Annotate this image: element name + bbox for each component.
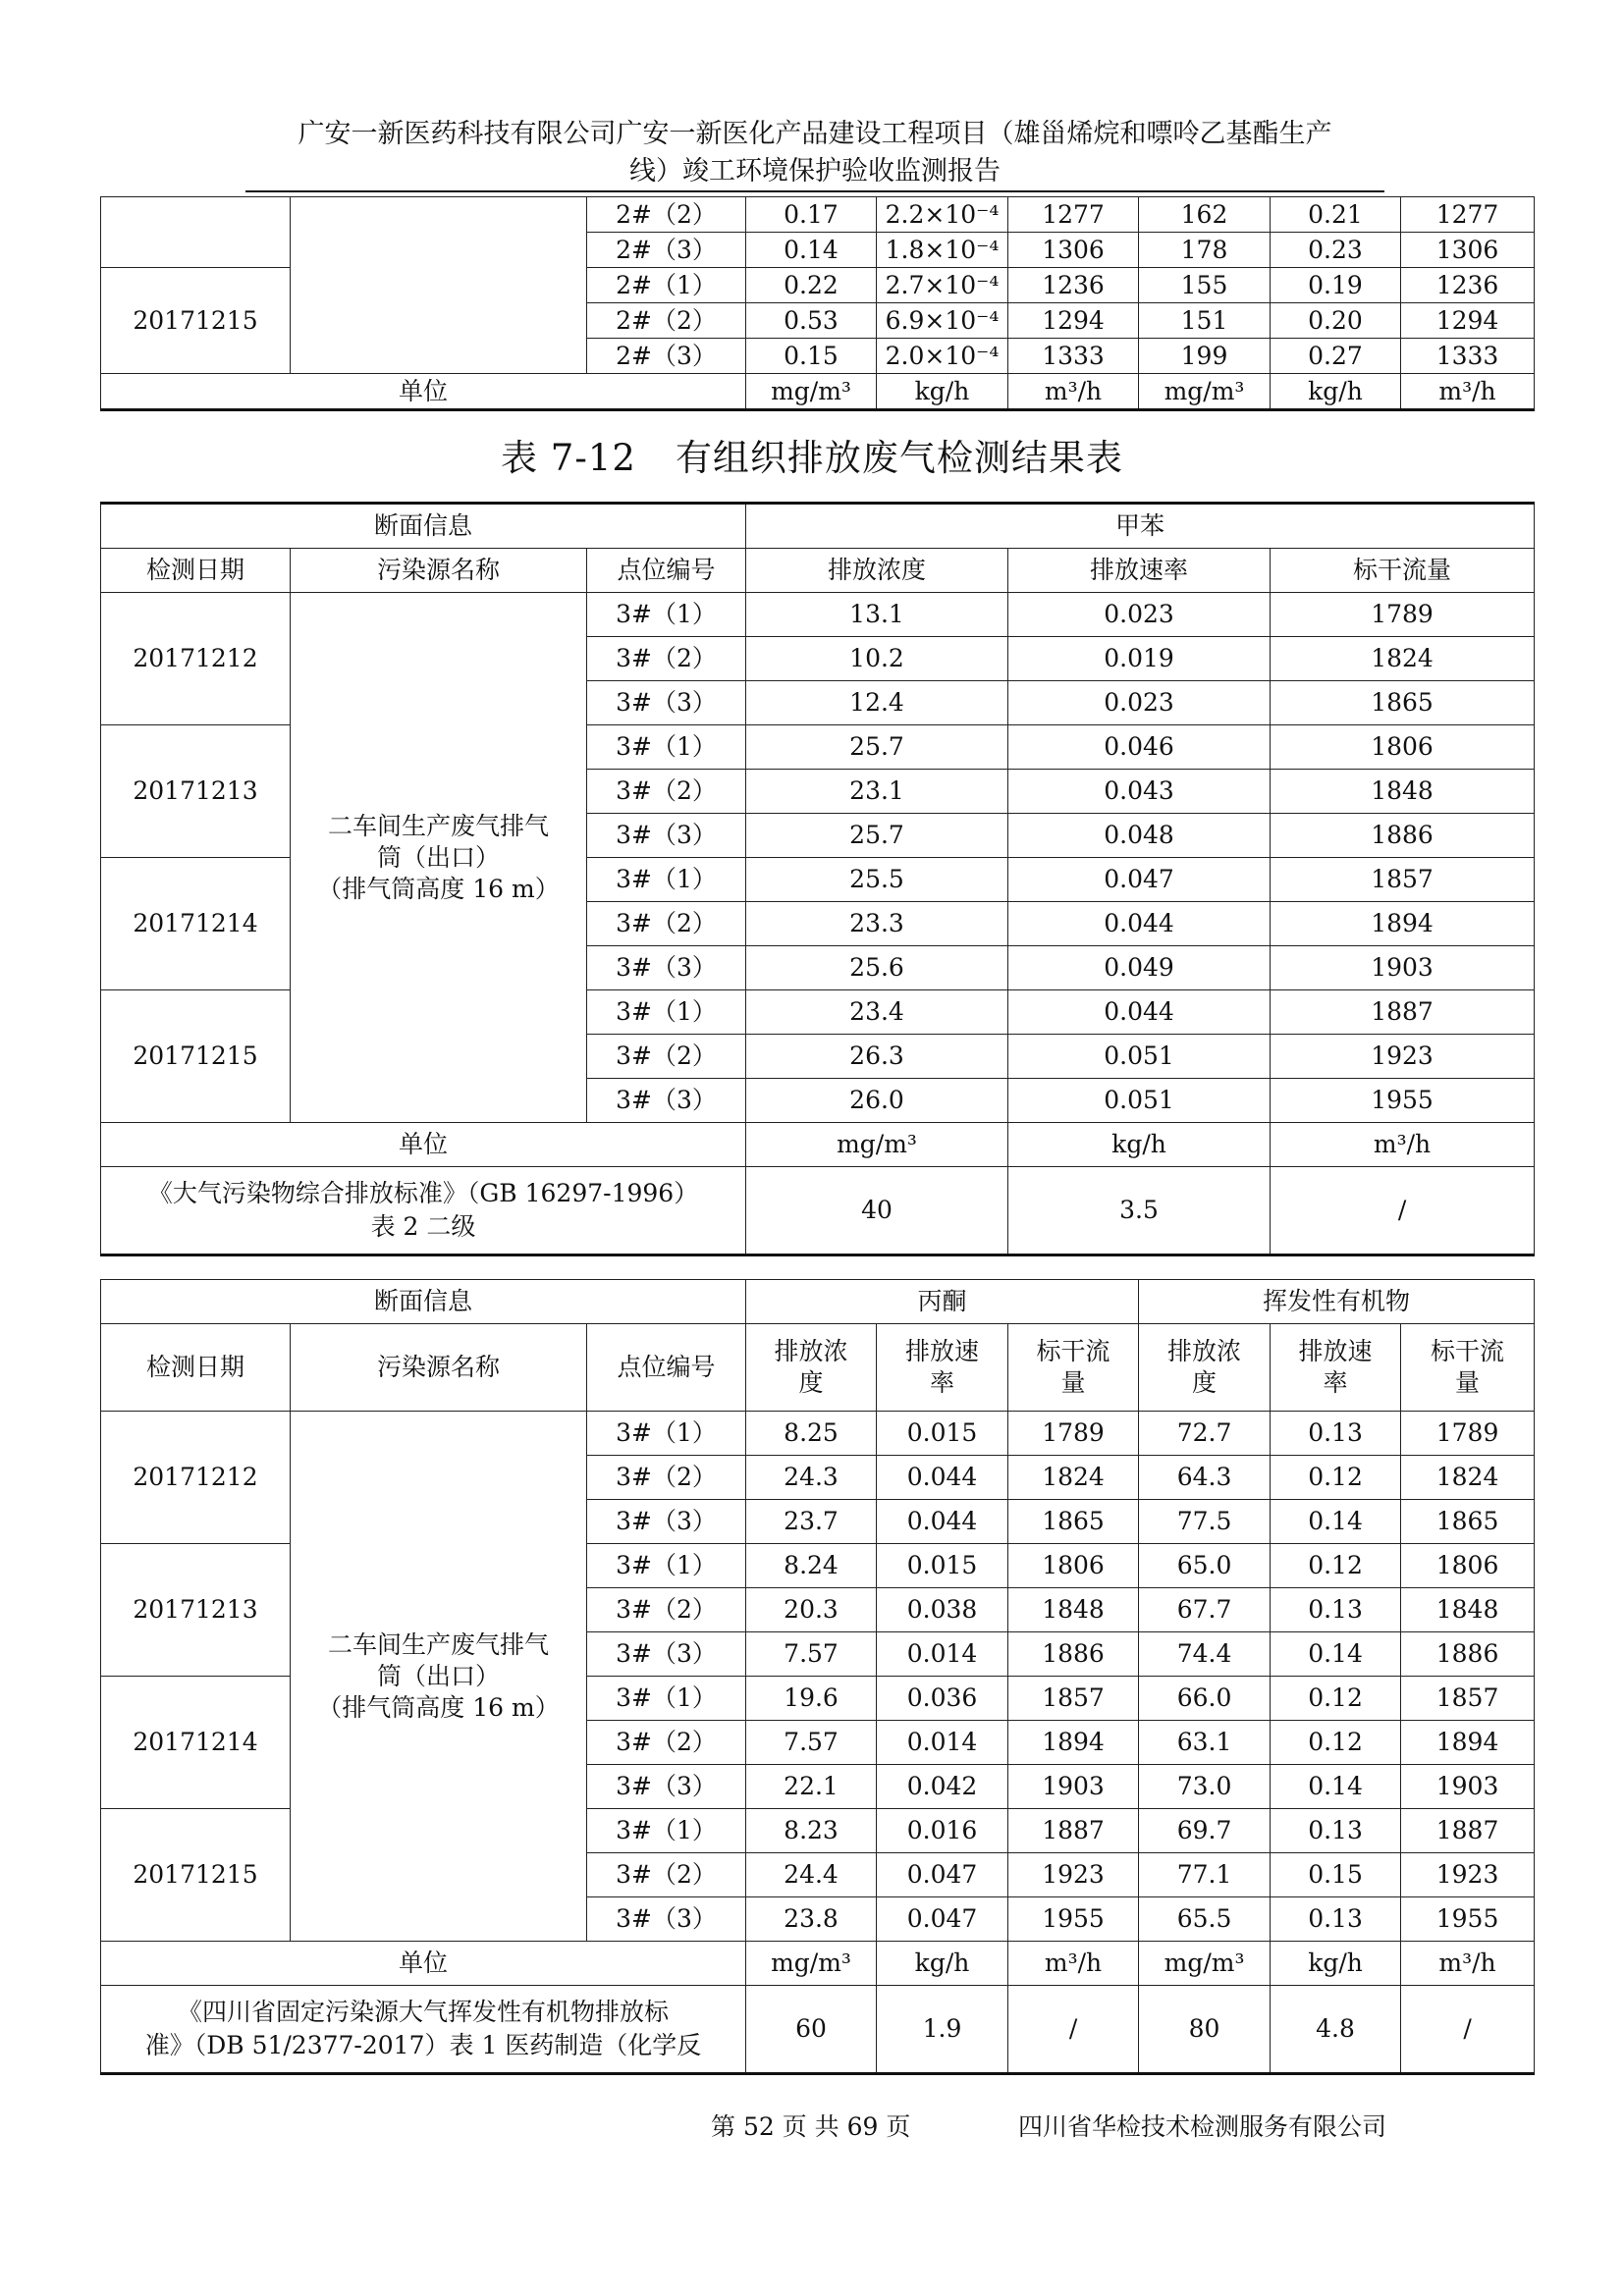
value-cell: 0.049: [1008, 946, 1271, 990]
value-cell: 1789: [1008, 1412, 1139, 1456]
point-cell: 2#（3）: [587, 339, 746, 374]
value-cell: 25.7: [746, 814, 1008, 858]
column-header: 检测日期: [101, 549, 291, 593]
value-cell: 2.7×10⁻⁴: [877, 268, 1008, 303]
value-cell: 0.042: [877, 1765, 1008, 1809]
date-cell: 20171214: [101, 1677, 291, 1809]
value-cell: 1277: [1008, 197, 1139, 233]
pollutant-header: 丙酮: [746, 1280, 1139, 1324]
point-cell: 3#（2）: [587, 1456, 746, 1500]
value-cell: 1923: [1401, 1853, 1535, 1897]
point-cell: 3#（1）: [587, 1544, 746, 1588]
standard-line: 《大气污染物综合排放标准》（GB 16297-1996）: [147, 1179, 699, 1207]
value-cell: 0.12: [1271, 1544, 1401, 1588]
value-cell: 1887: [1401, 1809, 1535, 1853]
unit-cell: kg/h: [1271, 1942, 1401, 1986]
point-cell: 3#（2）: [587, 1721, 746, 1765]
point-cell: 3#（3）: [587, 681, 746, 725]
value-cell: 65.5: [1139, 1897, 1271, 1942]
point-cell: 3#（1）: [587, 593, 746, 637]
value-cell: 1806: [1401, 1544, 1535, 1588]
value-cell: 64.3: [1139, 1456, 1271, 1500]
value-cell: 7.57: [746, 1721, 877, 1765]
value-cell: 74.4: [1139, 1632, 1271, 1677]
point-cell: 3#（1）: [587, 725, 746, 770]
value-cell: 10.2: [746, 637, 1008, 681]
column-header: 检测日期: [101, 1324, 291, 1412]
header-line: 标干流: [1431, 1337, 1505, 1365]
column-header: [1271, 1324, 1401, 1412]
point-cell: 3#（3）: [587, 1765, 746, 1809]
value-cell: 23.4: [746, 990, 1008, 1035]
value-cell: 1277: [1401, 197, 1535, 233]
point-cell: 3#（3）: [587, 1079, 746, 1123]
source-line: （排气筒高度 16 m）: [317, 874, 560, 903]
value-cell: 23.8: [746, 1897, 877, 1942]
standard-limit-cell: /: [1008, 1986, 1139, 2074]
value-cell: 26.0: [746, 1079, 1008, 1123]
value-cell: 8.24: [746, 1544, 877, 1588]
value-cell: 1903: [1271, 946, 1535, 990]
value-cell: 0.044: [877, 1500, 1008, 1544]
value-cell: 72.7: [1139, 1412, 1271, 1456]
value-cell: 0.023: [1008, 681, 1271, 725]
table-title: 有组织排放废气检测结果表: [675, 437, 1123, 479]
unit-cell: m³/h: [1271, 1123, 1535, 1167]
value-cell: 1848: [1401, 1588, 1535, 1632]
value-cell: 0.53: [746, 303, 877, 339]
date-cell: 20171215: [101, 268, 291, 374]
value-cell: 1923: [1008, 1853, 1139, 1897]
value-cell: 0.048: [1008, 814, 1271, 858]
value-cell: 1306: [1401, 233, 1535, 268]
standard-limit-cell: /: [1401, 1986, 1535, 2074]
date-cell: [101, 197, 291, 268]
point-cell: 3#（2）: [587, 1853, 746, 1897]
point-cell: 3#（2）: [587, 770, 746, 814]
value-cell: 1806: [1008, 1544, 1139, 1588]
value-cell: 1865: [1271, 681, 1535, 725]
toluene-results-table: [100, 502, 1535, 1256]
header-line: 排放速: [1298, 1337, 1373, 1365]
standard-limit-cell: 80: [1139, 1986, 1271, 2074]
value-cell: 0.016: [877, 1809, 1008, 1853]
value-cell: 0.15: [1271, 1853, 1401, 1897]
standard-name-cell: [101, 1167, 746, 1255]
unit-label: 单位: [101, 1123, 746, 1167]
value-cell: 0.14: [1271, 1500, 1401, 1544]
value-cell: 23.1: [746, 770, 1008, 814]
source-line: 筒（出口）: [376, 1661, 500, 1690]
value-cell: 63.1: [1139, 1721, 1271, 1765]
value-cell: 0.014: [877, 1632, 1008, 1677]
date-cell: 20171213: [101, 725, 291, 858]
value-cell: 20.3: [746, 1588, 877, 1632]
unit-cell: kg/h: [1008, 1123, 1271, 1167]
point-cell: 3#（3）: [587, 946, 746, 990]
value-cell: 1236: [1008, 268, 1139, 303]
value-cell: 1848: [1271, 770, 1535, 814]
column-header: [1401, 1324, 1535, 1412]
point-cell: 3#（3）: [587, 1897, 746, 1942]
source-line: 筒（出口）: [376, 842, 500, 872]
date-cell: 20171215: [101, 1809, 291, 1942]
unit-cell: mg/m³: [1139, 1942, 1271, 1986]
value-cell: 1824: [1271, 637, 1535, 681]
header-line: 度: [1192, 1368, 1218, 1397]
value-cell: 0.12: [1271, 1721, 1401, 1765]
value-cell: 0.047: [877, 1897, 1008, 1942]
column-header: 点位编号: [587, 549, 746, 593]
column-header: 污染源名称: [291, 549, 587, 593]
value-cell: 25.5: [746, 858, 1008, 902]
value-cell: 1236: [1401, 268, 1535, 303]
unit-cell: m³/h: [1008, 374, 1139, 410]
value-cell: 1306: [1008, 233, 1139, 268]
point-cell: 2#（1）: [587, 268, 746, 303]
value-cell: 1294: [1008, 303, 1139, 339]
value-cell: 0.019: [1008, 637, 1271, 681]
value-cell: 155: [1139, 268, 1271, 303]
source-line: 二车间生产废气排气: [327, 811, 549, 840]
standard-limit-cell: /: [1271, 1167, 1535, 1255]
point-cell: 3#（3）: [587, 814, 746, 858]
standard-line: 准》（DB 51/2377-2017）表 1 医药制造（化学反: [144, 2031, 702, 2059]
point-cell: 3#（1）: [587, 1677, 746, 1721]
value-cell: 0.038: [877, 1588, 1008, 1632]
value-cell: 1955: [1008, 1897, 1139, 1942]
value-cell: 1.8×10⁻⁴: [877, 233, 1008, 268]
value-cell: 1886: [1401, 1632, 1535, 1677]
value-cell: 1955: [1271, 1079, 1535, 1123]
value-cell: 1789: [1271, 593, 1535, 637]
value-cell: 1903: [1008, 1765, 1139, 1809]
value-cell: 0.21: [1271, 197, 1401, 233]
value-cell: 1894: [1271, 902, 1535, 946]
value-cell: 0.047: [1008, 858, 1271, 902]
section-info-header: 断面信息: [101, 504, 746, 549]
point-cell: 2#（3）: [587, 233, 746, 268]
unit-cell: mg/m³: [1139, 374, 1271, 410]
standard-line: 《四川省固定污染源大气挥发性有机物排放标: [178, 1998, 670, 2026]
value-cell: 0.13: [1271, 1809, 1401, 1853]
value-cell: 8.23: [746, 1809, 877, 1853]
unit-row: [101, 1942, 1535, 1986]
value-cell: 13.1: [746, 593, 1008, 637]
source-cell: [291, 197, 587, 374]
value-cell: 1333: [1008, 339, 1139, 374]
point-cell: 3#（1）: [587, 858, 746, 902]
date-cell: 20171214: [101, 858, 291, 990]
date-cell: 20171212: [101, 1412, 291, 1544]
value-cell: 8.25: [746, 1412, 877, 1456]
value-cell: 1886: [1008, 1632, 1139, 1677]
column-header: 点位编号: [587, 1324, 746, 1412]
value-cell: 1333: [1401, 339, 1535, 374]
point-cell: 2#（2）: [587, 197, 746, 233]
header-line: 量: [1060, 1368, 1086, 1397]
page-number: 第 52 页 共 69 页: [711, 2112, 911, 2141]
value-cell: 22.1: [746, 1765, 877, 1809]
column-header: 排放速率: [1008, 549, 1271, 593]
value-cell: 0.015: [877, 1544, 1008, 1588]
value-cell: 0.12: [1271, 1456, 1401, 1500]
header-line: 度: [798, 1368, 824, 1397]
header-line: 排放速: [905, 1337, 980, 1365]
value-cell: 24.4: [746, 1853, 877, 1897]
standard-limit-cell: 40: [746, 1167, 1008, 1255]
unit-cell: kg/h: [877, 374, 1008, 410]
value-cell: 0.046: [1008, 725, 1271, 770]
unit-cell: m³/h: [1008, 1942, 1139, 1986]
value-cell: 0.20: [1271, 303, 1401, 339]
value-cell: 1894: [1401, 1721, 1535, 1765]
table-caption: [0, 428, 1624, 481]
value-cell: 2.2×10⁻⁴: [877, 197, 1008, 233]
unit-cell: mg/m³: [746, 374, 877, 410]
unit-row: [101, 1123, 1535, 1167]
value-cell: 67.7: [1139, 1588, 1271, 1632]
header-line: 率: [1323, 1368, 1348, 1397]
value-cell: 19.6: [746, 1677, 877, 1721]
unit-cell: m³/h: [1401, 374, 1535, 410]
value-cell: 0.13: [1271, 1412, 1401, 1456]
value-cell: 77.5: [1139, 1500, 1271, 1544]
value-cell: 0.036: [877, 1677, 1008, 1721]
point-cell: 3#（1）: [587, 1809, 746, 1853]
unit-cell: mg/m³: [746, 1123, 1008, 1167]
column-header: [1139, 1324, 1271, 1412]
company-name: 四川省华检技术检测服务有限公司: [1018, 2112, 1387, 2141]
value-cell: 0.047: [877, 1853, 1008, 1897]
value-cell: 0.22: [746, 268, 877, 303]
point-cell: 3#（1）: [587, 990, 746, 1035]
value-cell: 0.15: [746, 339, 877, 374]
point-cell: 3#（2）: [587, 1035, 746, 1079]
standard-limit-cell: 4.8: [1271, 1986, 1401, 2074]
acetone-voc-results-table: [100, 1279, 1535, 2075]
value-cell: 0.044: [1008, 902, 1271, 946]
value-cell: 1824: [1008, 1456, 1139, 1500]
standard-limit-cell: 1.9: [877, 1986, 1008, 2074]
table-row: [101, 1412, 1535, 1456]
unit-label: 单位: [101, 374, 746, 410]
column-header: 污染源名称: [291, 1324, 587, 1412]
value-cell: 24.3: [746, 1456, 877, 1500]
standard-row: [101, 1167, 1535, 1255]
value-cell: 1923: [1271, 1035, 1535, 1079]
header-line: 标干流: [1036, 1337, 1110, 1365]
header-divider: [245, 190, 1384, 192]
value-cell: 162: [1139, 197, 1271, 233]
header-line: 量: [1455, 1368, 1481, 1397]
header-line: 排放浓: [774, 1337, 848, 1365]
value-cell: 0.13: [1271, 1588, 1401, 1632]
value-cell: 0.044: [1008, 990, 1271, 1035]
value-cell: 73.0: [1139, 1765, 1271, 1809]
value-cell: 0.14: [1271, 1632, 1401, 1677]
unit-cell: mg/m³: [746, 1942, 877, 1986]
value-cell: 23.7: [746, 1500, 877, 1544]
source-cell: [291, 1412, 587, 1942]
value-cell: 1955: [1401, 1897, 1535, 1942]
value-cell: 66.0: [1139, 1677, 1271, 1721]
standard-name-cell: [101, 1986, 746, 2074]
value-cell: 0.17: [746, 197, 877, 233]
standard-limit-cell: 3.5: [1008, 1167, 1271, 1255]
value-cell: 199: [1139, 339, 1271, 374]
value-cell: 7.57: [746, 1632, 877, 1677]
source-line: （排气筒高度 16 m）: [317, 1692, 560, 1722]
value-cell: 0.27: [1271, 339, 1401, 374]
column-header: [877, 1324, 1008, 1412]
value-cell: 1824: [1401, 1456, 1535, 1500]
value-cell: 77.1: [1139, 1853, 1271, 1897]
value-cell: 0.023: [1008, 593, 1271, 637]
unit-cell: m³/h: [1401, 1942, 1535, 1986]
value-cell: 1887: [1008, 1809, 1139, 1853]
value-cell: 1903: [1401, 1765, 1535, 1809]
value-cell: 0.051: [1008, 1035, 1271, 1079]
value-cell: 1857: [1008, 1677, 1139, 1721]
table-row: [101, 197, 1535, 233]
value-cell: 25.6: [746, 946, 1008, 990]
column-header: 标干流量: [1271, 549, 1535, 593]
value-cell: 23.3: [746, 902, 1008, 946]
report-header: [245, 116, 1384, 190]
column-header: [1008, 1324, 1139, 1412]
value-cell: 1294: [1401, 303, 1535, 339]
value-cell: 0.014: [877, 1721, 1008, 1765]
value-cell: 0.23: [1271, 233, 1401, 268]
standard-line: 表 2 二级: [370, 1212, 476, 1241]
section-info-header: 断面信息: [101, 1280, 746, 1324]
value-cell: 1806: [1271, 725, 1535, 770]
value-cell: 0.044: [877, 1456, 1008, 1500]
value-cell: 0.12: [1271, 1677, 1401, 1721]
standard-row: [101, 1986, 1535, 2074]
value-cell: 1894: [1008, 1721, 1139, 1765]
value-cell: 26.3: [746, 1035, 1008, 1079]
value-cell: 151: [1139, 303, 1271, 339]
value-cell: 1857: [1271, 858, 1535, 902]
value-cell: 0.19: [1271, 268, 1401, 303]
previous-table-continuation: [100, 196, 1535, 411]
value-cell: 69.7: [1139, 1809, 1271, 1853]
source-cell: [291, 593, 587, 1123]
column-header: [746, 1324, 877, 1412]
point-cell: 3#（3）: [587, 1500, 746, 1544]
value-cell: 0.14: [1271, 1765, 1401, 1809]
date-cell: 20171212: [101, 593, 291, 725]
value-cell: 0.015: [877, 1412, 1008, 1456]
point-cell: 3#（2）: [587, 1588, 746, 1632]
header-line-2: 线）竣工环境保护验收监测报告: [629, 156, 1001, 187]
value-cell: 178: [1139, 233, 1271, 268]
point-cell: 3#（3）: [587, 1632, 746, 1677]
header-line: 率: [930, 1368, 955, 1397]
unit-cell: kg/h: [877, 1942, 1008, 1986]
point-cell: 2#（2）: [587, 303, 746, 339]
column-header: 排放浓度: [746, 549, 1008, 593]
pollutant-header: 甲苯: [746, 504, 1535, 549]
standard-limit-cell: 60: [746, 1986, 877, 2074]
value-cell: 65.0: [1139, 1544, 1271, 1588]
unit-cell: kg/h: [1271, 374, 1401, 410]
value-cell: 2.0×10⁻⁴: [877, 339, 1008, 374]
unit-label: 单位: [101, 1942, 746, 1986]
unit-row: [101, 374, 1535, 410]
value-cell: 0.043: [1008, 770, 1271, 814]
point-cell: 3#（2）: [587, 637, 746, 681]
point-cell: 3#（1）: [587, 1412, 746, 1456]
value-cell: 1848: [1008, 1588, 1139, 1632]
value-cell: 1857: [1401, 1677, 1535, 1721]
value-cell: 0.14: [746, 233, 877, 268]
value-cell: 1789: [1401, 1412, 1535, 1456]
value-cell: 0.051: [1008, 1079, 1271, 1123]
date-cell: 20171215: [101, 990, 291, 1123]
value-cell: 1886: [1271, 814, 1535, 858]
value-cell: 1865: [1401, 1500, 1535, 1544]
value-cell: 25.7: [746, 725, 1008, 770]
value-cell: 6.9×10⁻⁴: [877, 303, 1008, 339]
header-line-1: 广安一新医药科技有限公司广安一新医化产品建设工程项目（雄甾烯烷和嘌呤乙基酯生产: [298, 119, 1332, 149]
value-cell: 12.4: [746, 681, 1008, 725]
date-cell: 20171213: [101, 1544, 291, 1677]
table-number: 表 7-12: [501, 437, 636, 479]
point-cell: 3#（2）: [587, 902, 746, 946]
value-cell: 0.13: [1271, 1897, 1401, 1942]
value-cell: 1865: [1008, 1500, 1139, 1544]
table-row: [101, 593, 1535, 637]
value-cell: 1887: [1271, 990, 1535, 1035]
source-line: 二车间生产废气排气: [327, 1629, 549, 1659]
header-line: 排放浓: [1167, 1337, 1242, 1365]
pollutant-header: 挥发性有机物: [1139, 1280, 1535, 1324]
